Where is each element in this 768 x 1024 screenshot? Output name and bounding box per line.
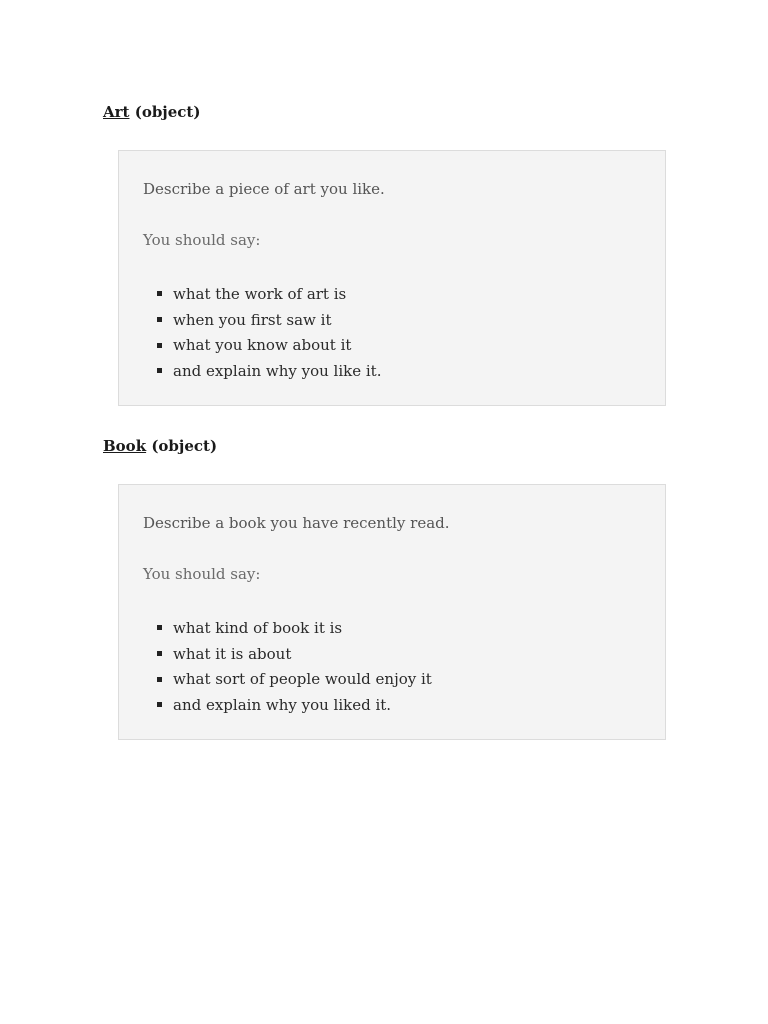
cue-card-prompt: Describe a book you have recently read. <box>143 514 450 532</box>
cue-card-should-say: You should say: <box>143 231 261 249</box>
section-heading <box>103 436 668 456</box>
square-bullet-icon <box>157 343 162 348</box>
square-bullet-icon <box>157 368 162 373</box>
list-item <box>143 692 641 718</box>
cue-card-book <box>118 484 666 740</box>
square-bullet-icon <box>157 291 162 296</box>
list-item-text: what the work of art is <box>173 284 347 303</box>
list-item-text: what it is about <box>173 644 292 663</box>
cue-card-bullet-list <box>143 615 641 718</box>
cue-card-prompt: Describe a piece of art you like. <box>143 180 385 198</box>
list-item-text: what you know about it <box>173 336 352 355</box>
square-bullet-icon <box>157 317 162 322</box>
square-bullet-icon <box>157 702 162 707</box>
cue-card-should-say: You should say: <box>143 565 261 583</box>
list-item <box>143 358 641 384</box>
list-item-text: what kind of book it is <box>173 618 343 637</box>
topic-link-book[interactable]: Book <box>103 437 147 455</box>
list-item-text: what sort of people would enjoy it <box>173 670 432 689</box>
list-item-text: when you first saw it <box>173 310 332 329</box>
cue-card-bullet-list <box>143 281 641 384</box>
topic-link-art[interactable]: Art <box>103 103 130 121</box>
list-item-text: and explain why you liked it. <box>173 695 392 714</box>
list-item <box>143 615 641 641</box>
topic-qualifier: (object) <box>134 103 201 121</box>
topic-qualifier: (object) <box>151 437 218 455</box>
section-art <box>103 102 668 406</box>
section-book <box>103 436 668 740</box>
list-item <box>143 307 641 333</box>
cue-card-art <box>118 150 666 406</box>
section-heading <box>103 102 668 122</box>
list-item <box>143 666 641 692</box>
square-bullet-icon <box>157 651 162 656</box>
square-bullet-icon <box>157 625 162 630</box>
list-item-text: and explain why you like it. <box>173 361 382 380</box>
list-item <box>143 641 641 667</box>
square-bullet-icon <box>157 677 162 682</box>
list-item <box>143 281 641 307</box>
list-item <box>143 332 641 358</box>
